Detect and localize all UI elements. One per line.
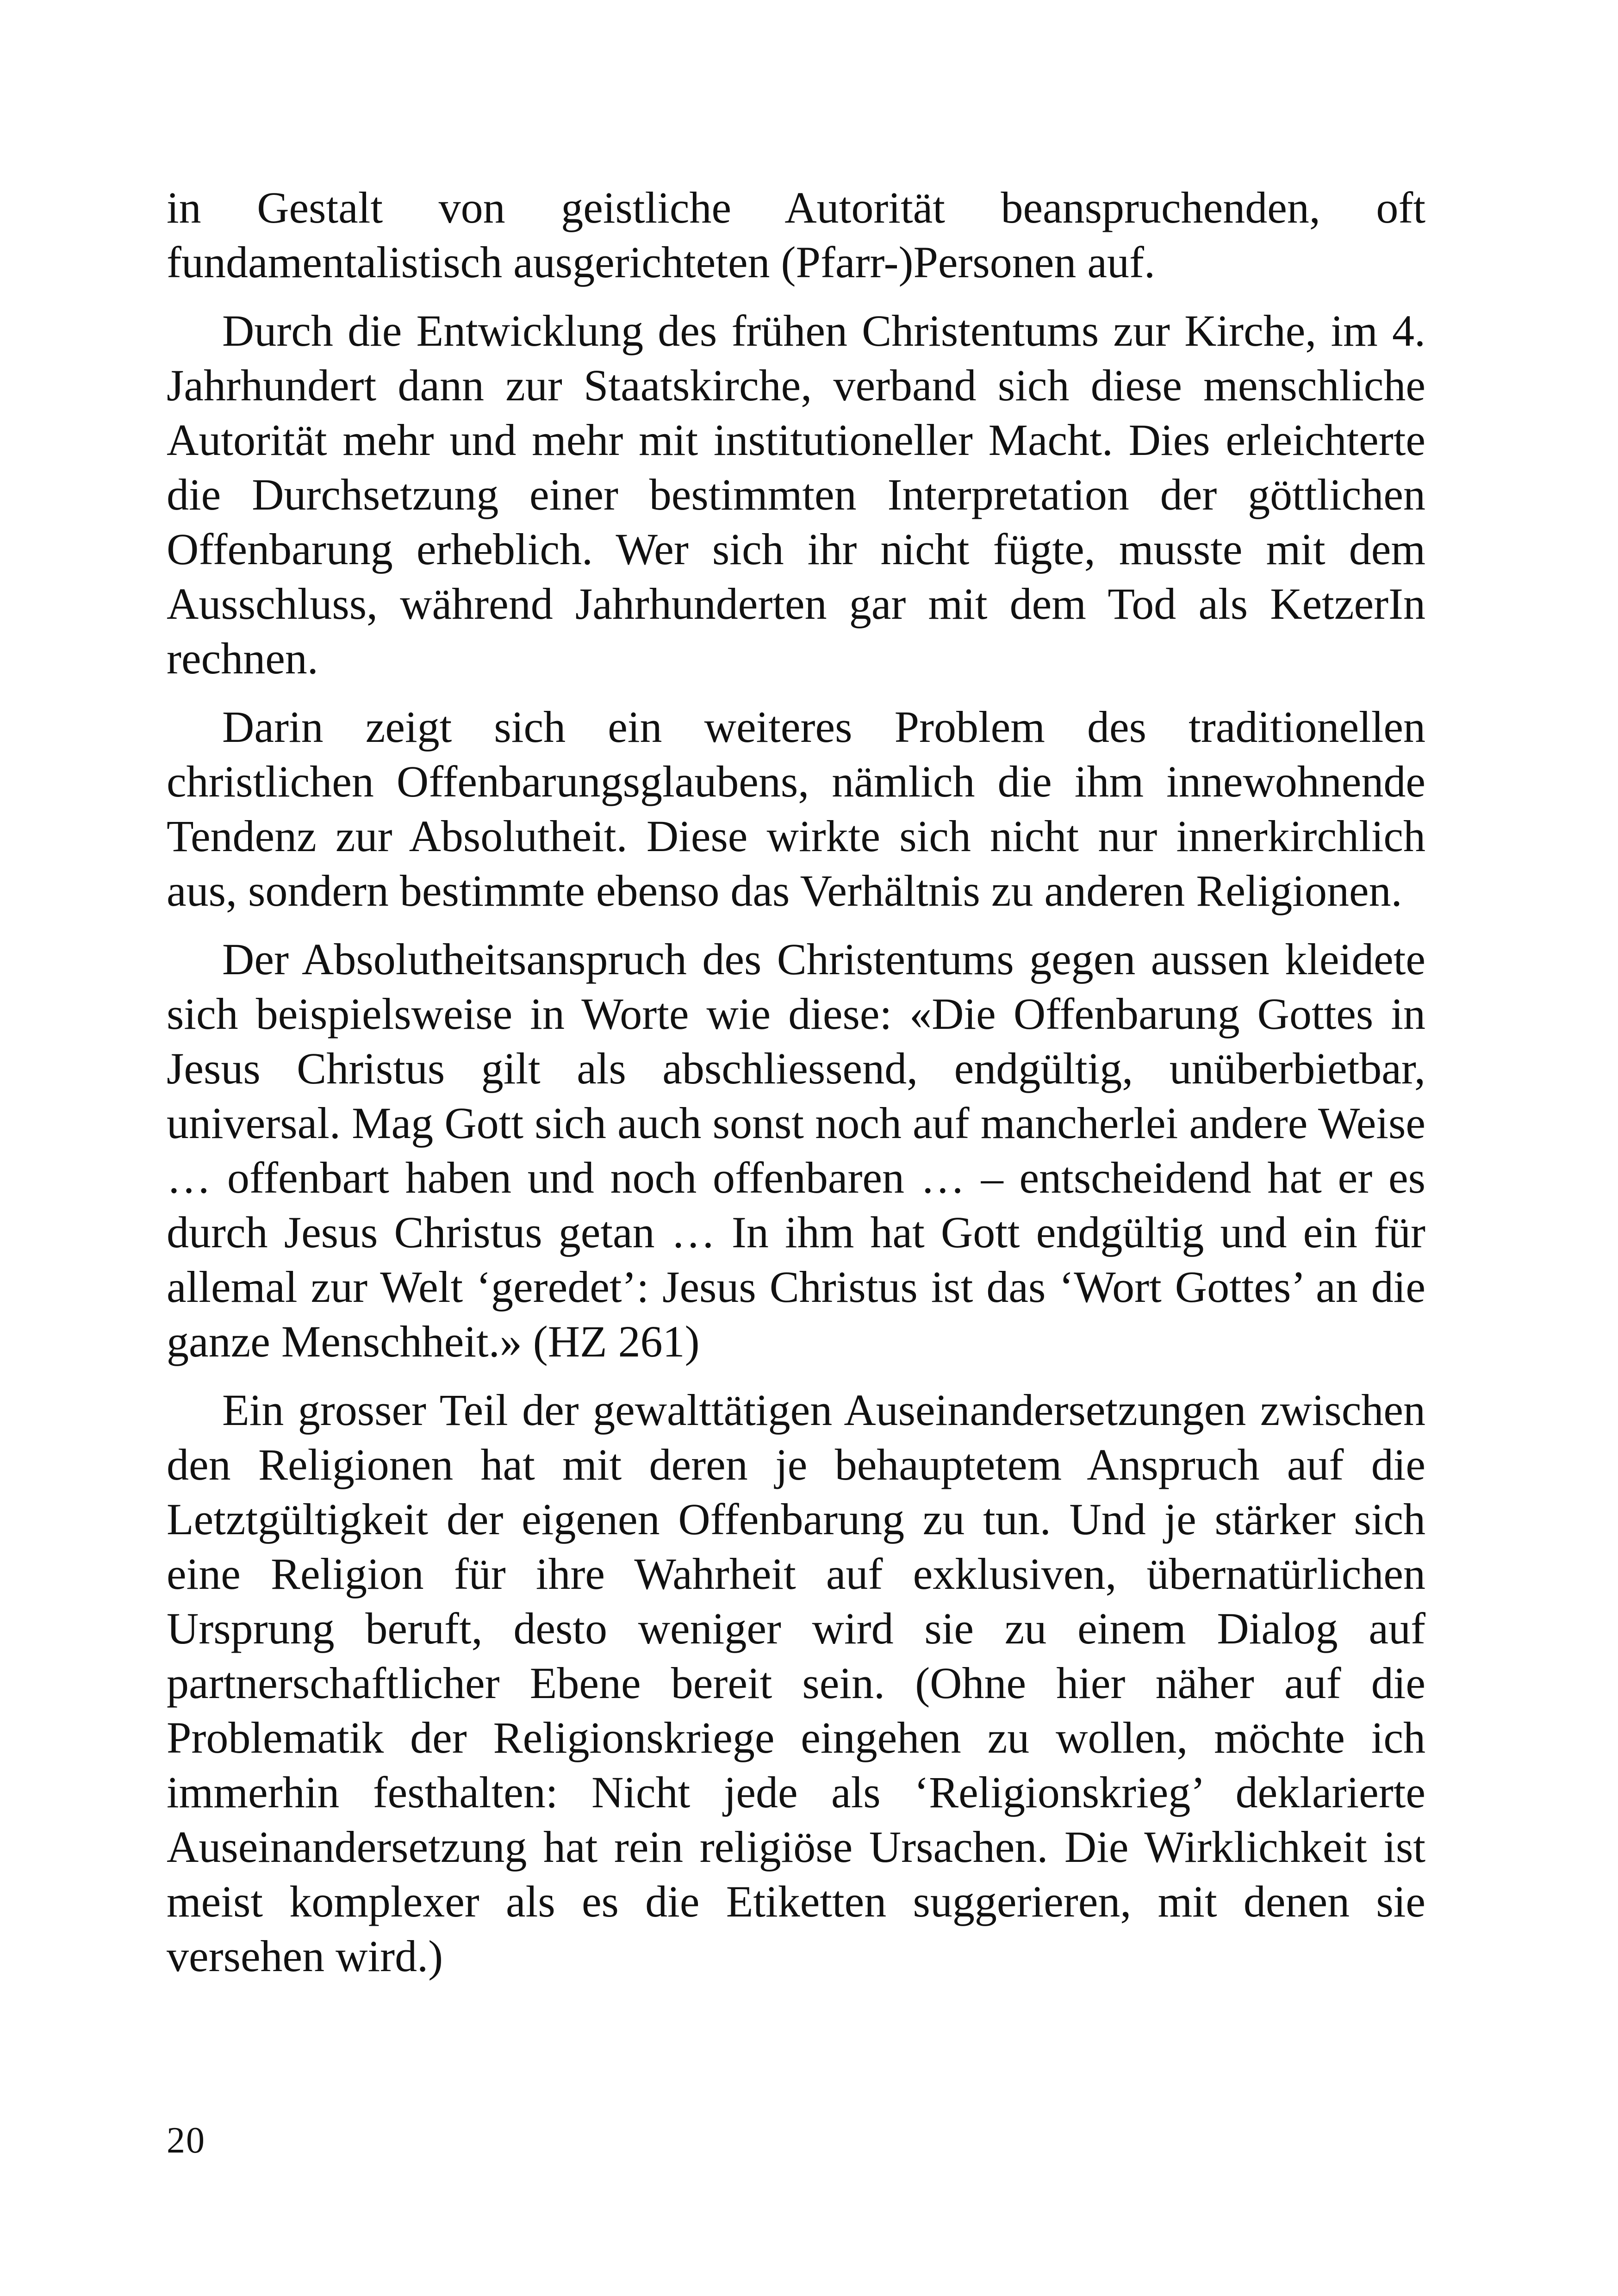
paragraph-2: Durch die Entwicklung des frühen Christentums zur Kirche, im 4. Jahrhundert dann zur Staatskirche, verband sich diese menschliche Autorität mehr und mehr mit institutioneller Macht. Dies erleichterte die Durchsetzung einer bestimmten Interpretation der göttlichen Offenbarung erheblich. Wer sich ihr nicht fügte, musste mit dem Ausschluss, während Jahrhunderten gar mit dem Tod als KetzerIn rechnen. — [167, 306, 1425, 683]
page-number: 20 — [167, 2120, 205, 2161]
paragraph-1: in Gestalt von geistliche Autorität beanspruchenden, oft fundamentalistisch ausgerichteten (Pfarr-)Personen auf. — [167, 183, 1425, 287]
paragraph-4: Der Absolutheitsanspruch des Christentums gegen aussen kleidete sich beispielsweise in Worte wie diese: «Die Offenbarung Gottes in Jesus Christus gilt als abschliessend, endgültig, unüberbietbar, universal. Mag Gott sich auch sonst noch auf mancherlei andere Weise … offenbart haben und noch offenbaren … – entscheidend hat er es durch Jesus Christus getan … In ihm hat Gott endgültig und ein für allemal zur Welt ‘geredet’: Jesus Christus ist das ‘Wort Gottes’ an die ganze Menschheit.» (HZ 261) — [167, 934, 1425, 1366]
paragraph-5: Ein grosser Teil der gewalttätigen Auseinandersetzungen zwischen den Religionen hat mit deren je behauptetem Anspruch auf die Letztgültigkeit der eigenen Offenbarung zu tun. Und je stärker sich eine Religion für ihre Wahrheit auf exklusiven, übernatürlichen Ursprung beruft, desto weniger wird sie zu einem Dialog auf partnerschaftlicher Ebene bereit sein. (Ohne hier näher auf die Problematik der Religionskriege eingehen zu wollen, möchte ich immerhin festhalten: Nicht jede als ‘Religionskrieg’ deklarierte Auseinandersetzung hat rein religiöse Ursachen. Die Wirklichkeit ist meist komplexer als es die Etiketten suggerieren, mit denen sie versehen wird.) — [167, 1385, 1425, 1981]
body-text — [167, 180, 1425, 1997]
paragraph-3: Darin zeigt sich ein weiteres Problem des traditionellen christlichen Offenbarungsglaubens, nämlich die ihm innewohnende Tendenz zur Absolutheit. Diese wirkte sich nicht nur innerkirchlich aus, sondern bestimmte ebenso das Verhältnis zu anderen Religionen. — [167, 702, 1425, 915]
